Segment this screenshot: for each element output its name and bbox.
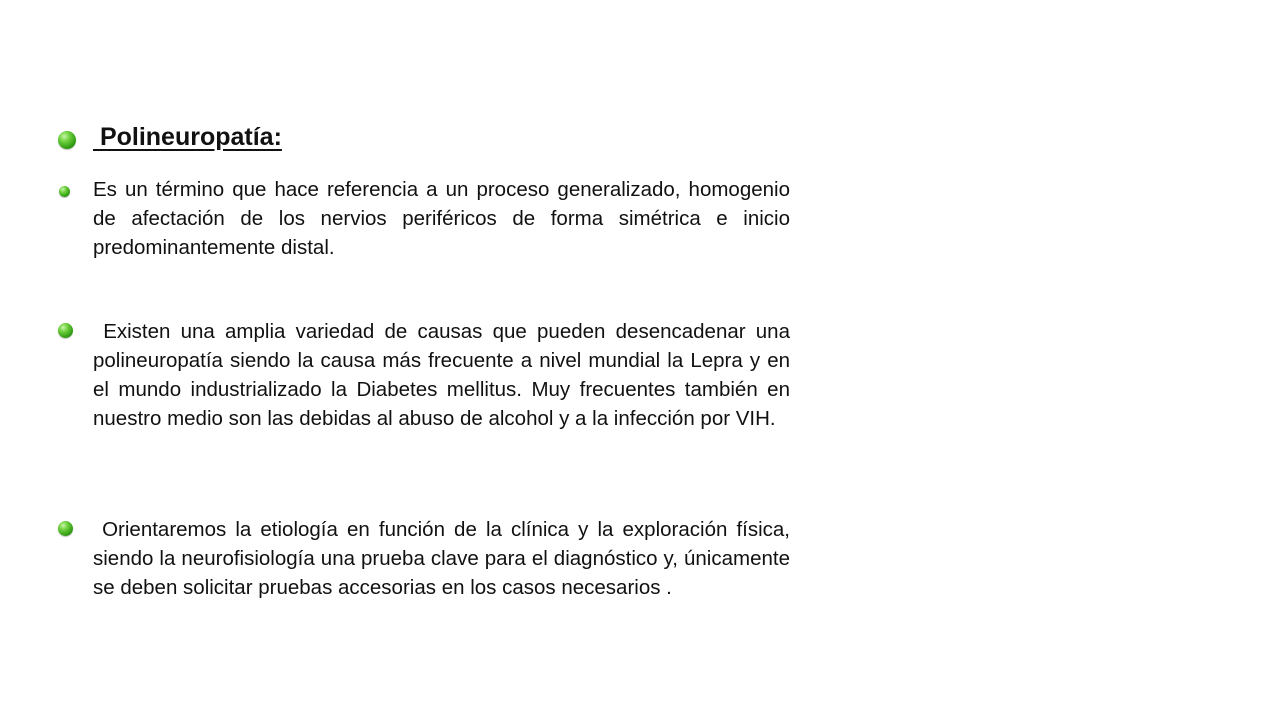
paragraph-definition: Es un término que hace referencia a un proceso generalizado, homogenio de afectación de los nervios periféricos de forma simétrica e inicio predominantemente distal. <box>93 178 796 259</box>
heading-bullet-icon <box>58 131 76 149</box>
paragraph-3-bullet-icon <box>58 521 73 536</box>
paragraph-2-bullet-icon <box>58 323 73 338</box>
paragraph-causes: Existen una amplia variedad de causas que pueden desencadenar una polineuropatía siendo la causa más frecuente a nivel mundial la Lepra y en el mundo industrializado la Diabetes mellitus. Muy frecuentes también en nuestro medio son las debidas al abuso de alcohol y a la infección por VIH. <box>93 320 796 430</box>
paragraph-1-bullet-icon <box>59 186 70 197</box>
paragraph-etiology: Orientaremos la etiología en función de la clínica y la exploración física, siendo la neurofisiología una prueba clave para el diagnóstico y, únicamente se deben solicitar pruebas accesorias en los casos necesarios . <box>93 518 796 599</box>
heading: Polineuropatía: <box>93 123 282 151</box>
